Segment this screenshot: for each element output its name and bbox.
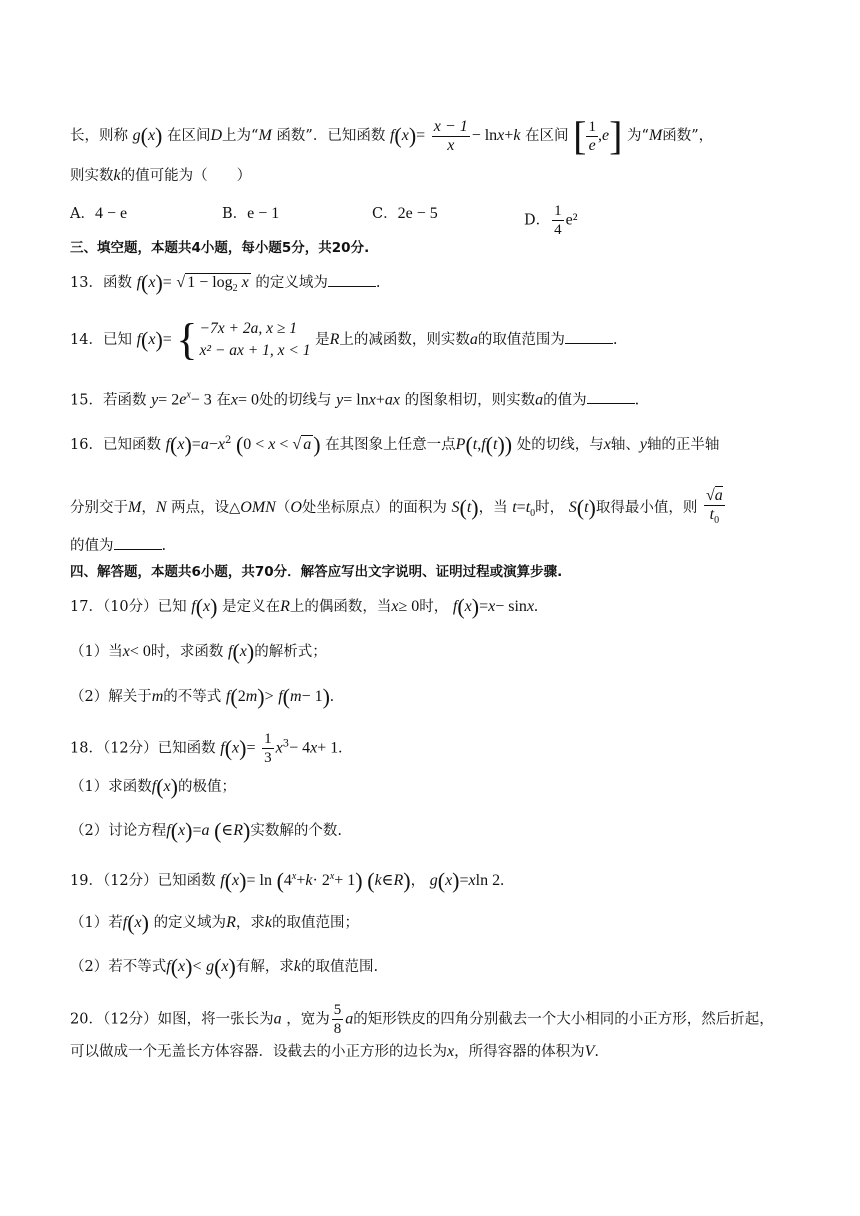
option-d[interactable]: D． $\frac{1}{4}$ e² xyxy=(524,203,578,238)
q12-options xyxy=(70,202,790,238)
q12-line1: 长，则称 g(x) 在区间D上为“M 函数”．已知函数 f(x)= $\frac{x - 1}{x}$ − lnx+k 在区间 [ $\frac{1}{e}$ ,e] 为“M函数”， xyxy=(70,113,714,158)
question-14: 14．已知 f(x)= { −7x + 2a, x ≥ 1 x² − ax + 1, x < 1 是R上的减函数，则实数a的取值范围为 . xyxy=(70,315,618,364)
question-19-part1: （1）若f(x) 的定义域为R，求k的取值范围； xyxy=(70,910,359,935)
answer-blank[interactable] xyxy=(328,272,376,287)
piecewise-function: { −7x + 2a, x ≥ 1 x² − ax + 1, x < 1 xyxy=(176,315,311,364)
question-16-line1: 16．已知函数 $f(x)=a-x^2$ (0 < x < √ a) 在其图象上任意一点P(t,f(t)) 处的切线，与x轴、y轴的正半轴 xyxy=(70,431,720,457)
option-a[interactable]: A．4 − e xyxy=(70,205,128,222)
question-17-part2: （2）解关于m的不等式 f(2m)> f(m− 1). xyxy=(70,684,334,709)
question-17-part1: （1）当x< 0时，求函数 f(x)的解析式； xyxy=(70,639,327,664)
question-18: 18．（12分）已知函数 f(x)= $\frac{1}{3}$ $x^3- 4x+ 1$. xyxy=(70,731,343,766)
question-19-part2: （2）若不等式f(x)< g(x)有解，求k的取值范围. xyxy=(70,954,379,979)
answer-blank[interactable] xyxy=(565,329,613,344)
question-13: 13．函数 f(x)= √ $1 - \log_2 x$ 的定义域为 . xyxy=(70,272,800,298)
question-15: 15．若函数 $y= 2e^x- 3$ 在x= 0处的切线与 y= lnx+ax 的图象相切，则实数a的值为 . xyxy=(70,390,640,409)
question-16-line3: 的值为 . xyxy=(70,535,800,557)
question-20-line2: 可以做成一个无盖长方体容器．设截去的小正方形的边长为x，所得容器的体积为V. xyxy=(70,1043,599,1060)
question-20: 20．（12分）如图，将一张长为a ，宽为 $\frac{5}{8}$ a的矩形铁皮的四角分别截去一个大小相同的小正方形，然后折起， xyxy=(70,1002,774,1037)
section-3-heading: 三、填空题，本题共4小题，每小题5分，共20分. xyxy=(70,240,370,256)
option-c[interactable]: C．2e − 5 xyxy=(372,205,438,222)
answer-blank[interactable] xyxy=(114,535,162,550)
q12-line2: 则实数k的值可能为（ ） xyxy=(70,167,252,184)
question-19: 19．（12分）已知函数 $f(x)= \ln (4^x+k\cdot 2^x+ 1)$ (k∈R)， g(x)=xln 2. xyxy=(70,867,505,893)
question-16-line2: 分别交于M，N 两点，设△OMN（O处坐标原点）的面积为 S(t)，当 $t=t_0$时， S(t)取得最小值，则 $\frac{√a}{t_0}$ xyxy=(70,487,723,527)
section-4-heading: 四、解答题，本题共6小题，共70分．解答应写出文字说明、证明过程或演算步骤. xyxy=(70,564,563,580)
answer-blank[interactable] xyxy=(587,389,635,404)
option-b[interactable]: B．e − 1 xyxy=(222,205,280,222)
question-17: 17．（10分）已知 f(x) 是定义在R上的偶函数，当x≥ 0时， f(x)=x− sinx. xyxy=(70,594,539,619)
question-18-part1: （1）求函数f(x)的极值； xyxy=(70,774,236,799)
question-18-part2: （2）讨论方程f(x)=a (∈R)实数解的个数. xyxy=(70,818,342,843)
